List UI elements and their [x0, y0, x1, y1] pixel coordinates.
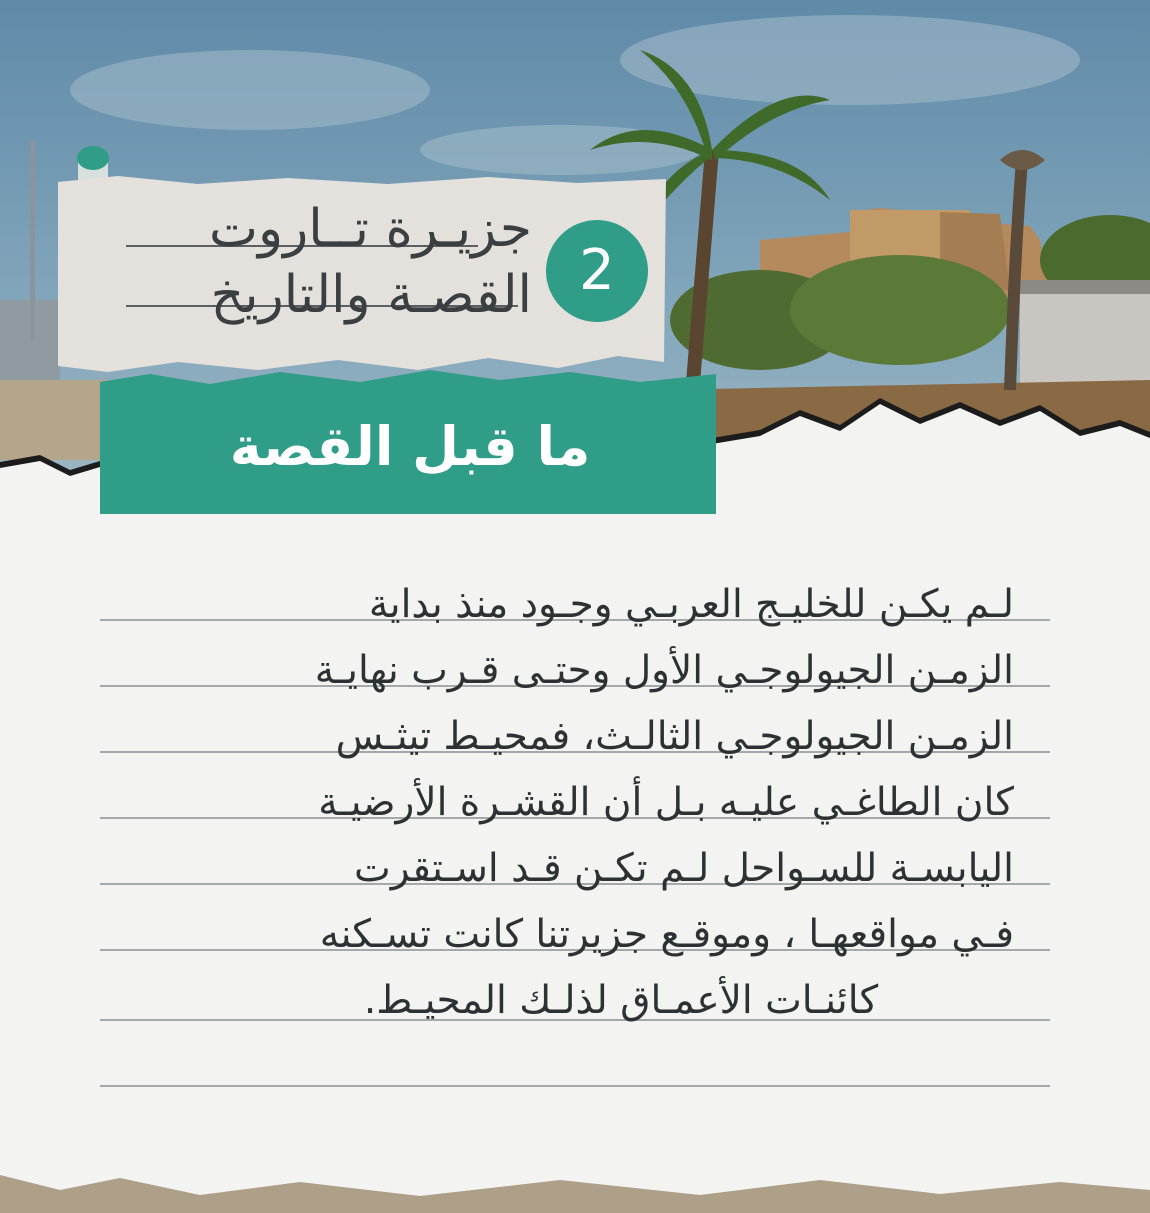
body-line: الزمـن الجيولوجـي الثالـث، فمحيـط تيثـس	[335, 714, 1014, 759]
section-number-badge: 2	[546, 220, 648, 322]
body-line: لـم يكـن للخليـج العربـي وجـود منذ بداية	[368, 582, 1014, 627]
body-line: كان الطاغـي عليـه بـل أن القشـرة الأرضيـة	[318, 780, 1014, 825]
body-paragraph	[118, 572, 1014, 1034]
headline-line-2: القصـة والتاريخ	[210, 265, 532, 325]
headline-line-1: جزيـرة تــاروت	[209, 199, 532, 259]
headline	[112, 196, 532, 328]
body-line: اليابسـة للسـواحل لـم تكـن قـد اسـتقرت	[354, 846, 1014, 891]
body-line: الزمـن الجيولوجـي الأول وحتـى قـرب نهايـة	[314, 648, 1014, 693]
body-line: فـي مواقعهـا ، وموقـع جزيرتنا كانت تسـكنه	[319, 912, 1014, 957]
body-line: كائنـات الأعمـاق لذلـك المحيـط.	[363, 978, 879, 1023]
section-title: ما قبل القصة	[229, 415, 591, 478]
